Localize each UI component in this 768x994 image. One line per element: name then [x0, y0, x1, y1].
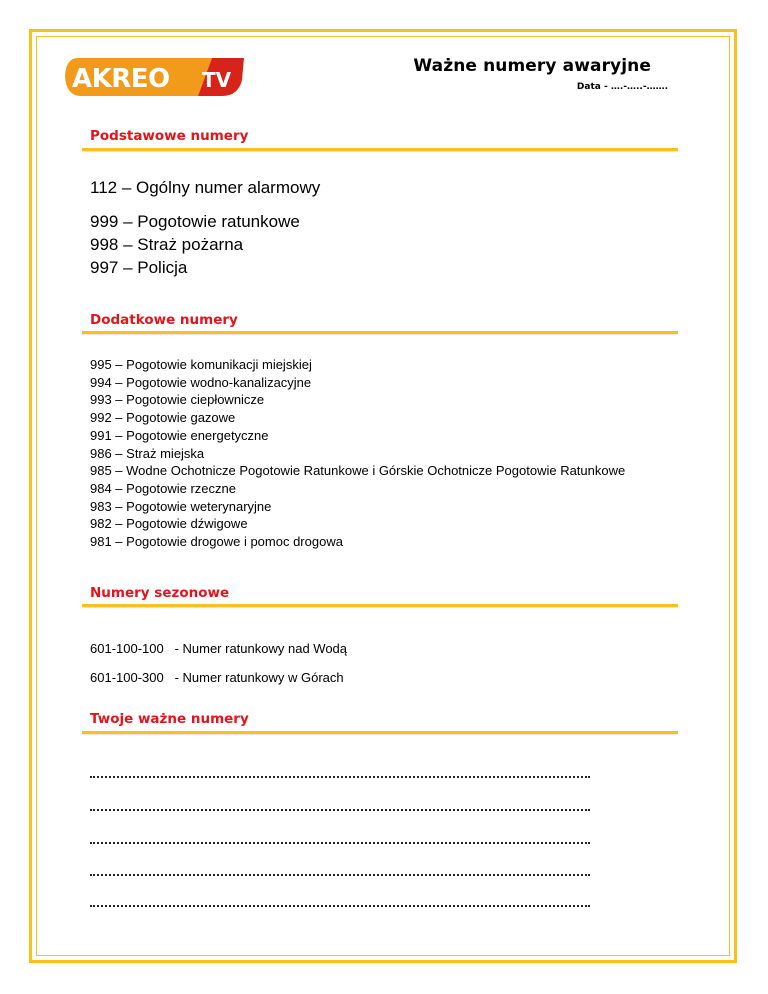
list-item: 984 – Pogotowie rzeczne [90, 480, 236, 496]
list-item: 998 – Straż pożarna [90, 235, 244, 254]
section-rule [82, 604, 678, 607]
logo-text: AKREO [72, 64, 170, 94]
akreo-tv-logo [62, 52, 244, 100]
list-item: 995 – Pogotowie komunikacji miejskiej [90, 357, 312, 372]
list-item: 985 – Wodne Ochotnicze Pogotowie Ratunkowe i Górskie Ochotnicze Pogotowie Ratunkowe [90, 463, 626, 479]
blank-entry-line[interactable] [90, 905, 590, 907]
blank-entry-line[interactable] [90, 776, 590, 778]
list-item: 992 – Pogotowie gazowe [90, 410, 236, 426]
list-item: 983 – Pogotowie weterynaryjne [90, 498, 272, 514]
blank-entry-line[interactable] [90, 809, 590, 811]
basic-numbers-list [90, 210, 300, 279]
seasonal-number-mountains: 601-100-300 - Numer ratunkowy w Górach [90, 670, 344, 685]
section-heading-seasonal: Numery sezonowe [90, 585, 230, 601]
section-heading-yours: Twoje ważne numery [90, 711, 249, 727]
seasonal-number-water: 601-100-100 - Numer ratunkowy nad Wodą [90, 641, 348, 656]
list-item: 997 – Policja [90, 258, 188, 277]
list-item: 991 – Pogotowie energetyczne [90, 427, 269, 443]
list-item: 994 – Pogotowie wodno-kanalizacyjne [90, 374, 312, 390]
section-heading-additional: Dodatkowe numery [90, 312, 238, 328]
date-field: Data - ….-…..-……. [576, 82, 668, 92]
blank-entry-line[interactable] [90, 874, 590, 876]
section-rule [82, 731, 678, 734]
section-rule [82, 331, 678, 334]
blank-entry-line[interactable] [90, 842, 590, 844]
page-title: Ważne numery awaryjne [413, 56, 651, 76]
list-item: 986 – Straż miejska [90, 445, 205, 461]
list-item: 999 – Pogotowie ratunkowe [90, 212, 300, 231]
list-item: 982 – Pogotowie dźwigowe [90, 516, 248, 532]
primary-emergency-number: 112 – Ogólny numer alarmowy [90, 178, 321, 197]
list-item: 993 – Pogotowie ciepłownicze [90, 392, 265, 408]
additional-numbers-list [90, 356, 625, 551]
logo-tv-text: TV [202, 68, 232, 92]
list-item: 981 – Pogotowie drogowe i pomoc drogowa [90, 534, 343, 550]
section-rule [82, 148, 678, 151]
section-heading-basic: Podstawowe numery [90, 128, 249, 144]
